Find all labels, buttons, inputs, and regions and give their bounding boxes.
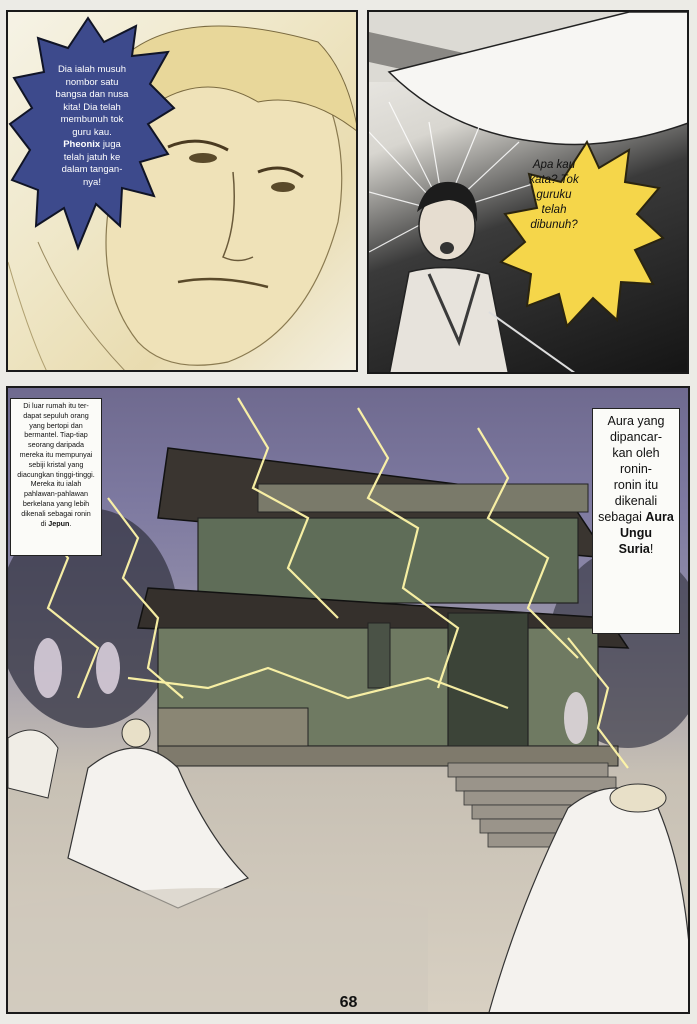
speech-burst-blue (8, 12, 176, 254)
burst-line-3: bangsa dan nusa (55, 89, 129, 100)
aura-caption (592, 408, 680, 634)
burst-line-4: kita! Dia telah (63, 101, 121, 113)
burst-line-10: nya! (83, 176, 101, 188)
yellow-burst-text: Apa kau kata? Tok guruku telah dibunuh? (529, 159, 579, 231)
panel-face-closeup (6, 10, 358, 372)
page-number: 68 (339, 994, 358, 1011)
narration-bold-jepun: Jepun (48, 518, 70, 528)
narration-end: . (69, 518, 72, 528)
burst-line-8: telah jatuh ke (63, 151, 121, 163)
burst-line-1: Dia ialah musuh (57, 64, 127, 75)
panel-house-ronin (6, 386, 690, 1014)
burst-line-2: nombor satu (65, 76, 119, 88)
burst-name-pheonix: Pheonix (63, 139, 101, 150)
panel-shocked-student (367, 10, 689, 374)
burst-text (38, 64, 146, 189)
aura-bold-name: Aura Ungu Suria (618, 510, 674, 556)
burst-line-7: juga (102, 139, 121, 150)
aura-end: ! (649, 542, 654, 556)
aura-text: Aura yang dipancar- kan oleh ronin- ronin itu dikenali sebagai (598, 414, 665, 524)
house-illustration (8, 388, 690, 1014)
burst-line-5: membunuh tok (60, 114, 124, 125)
narration-text: Di luar rumah itu ter- dapat sepuluh orang yang bertopi dan bermantel. Tiap-tiap seorang daripada mereka itu mempunyai sebiji kristal yang diacungkan tinggi-tinggi. Mereka itu ialah pahlawan-pahlawan berkelana yang lebih dikenali sebagai ronin di (17, 401, 95, 528)
burst-line-9: dalam tangan- (61, 164, 123, 175)
burst-line-6: guru kau. (72, 126, 112, 138)
narration-caption (10, 398, 102, 556)
